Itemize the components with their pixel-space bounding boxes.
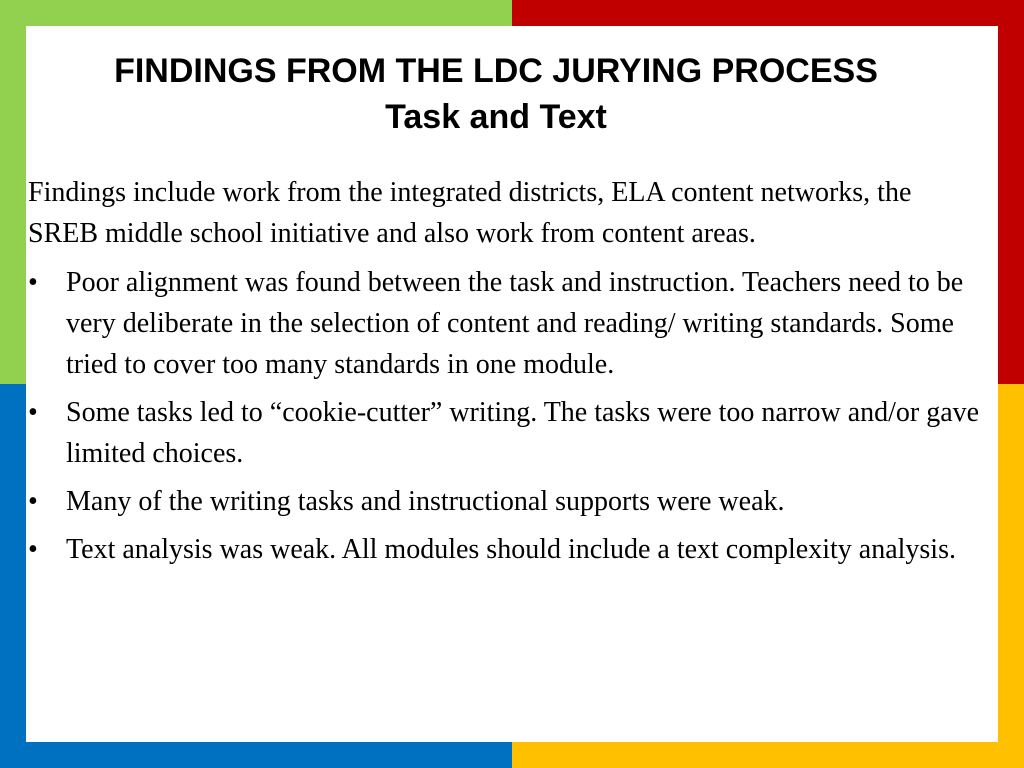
title-line-1: FINDINGS FROM THE LDC JURYING PROCESS: [114, 52, 878, 90]
slide-title: [26, 48, 966, 140]
list-item: [28, 481, 988, 522]
findings-list: [28, 262, 988, 570]
list-item: [28, 392, 988, 474]
list-item: [28, 262, 988, 385]
bullet-icon: •: [28, 267, 38, 298]
list-item: [28, 529, 988, 570]
bullet-text: Many of the writing tasks and instructional supports were weak.: [66, 486, 785, 517]
intro-paragraph: Findings include work from the integrated districts, ELA content networks, the SREB middle school initiative and also work from content areas.: [28, 177, 912, 249]
bullet-text: Some tasks led to “cookie-cutter” writing. The tasks were too narrow and/or gave limited choices.: [66, 397, 980, 469]
bullet-icon: •: [28, 486, 38, 517]
slide-body: [28, 172, 988, 577]
slide-content-panel: [26, 26, 998, 742]
bullet-icon: •: [28, 397, 38, 428]
title-line-2: Task and Text: [385, 98, 607, 136]
bullet-text: Text analysis was weak. All modules should include a text complexity analysis.: [66, 534, 956, 565]
bullet-text: Poor alignment was found between the task and instruction. Teachers need to be very deliberate in the selection of content and reading/ writing standards. Some tried to cover too many standards in one module.: [66, 267, 964, 380]
bullet-icon: •: [28, 534, 38, 565]
